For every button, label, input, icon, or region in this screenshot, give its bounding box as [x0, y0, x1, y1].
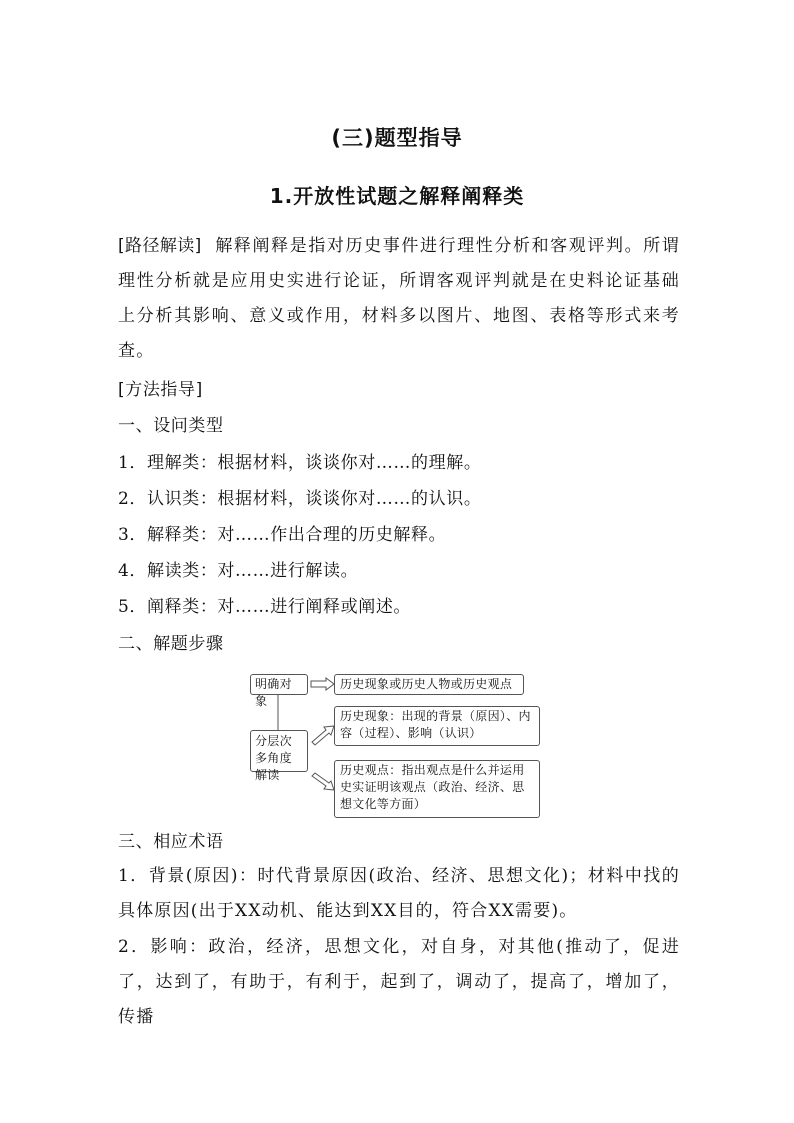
list-item: 3．解释类：对……作出合理的历史解释。	[118, 525, 447, 545]
section-question-types: 一、设问类型	[118, 416, 224, 436]
solving-steps-diagram	[248, 672, 548, 822]
box-clear-object: 明确对象	[250, 674, 308, 695]
list-item: 4．解读类：对……进行解读。	[118, 561, 359, 581]
box-target: 历史现象或历史人物或历史观点	[334, 674, 524, 695]
method-tag: [方法指导]	[118, 380, 203, 400]
list-item: 1．背景(原因)：时代背景原因(政治、经济、思想文化)；材料中找的具体原因(出于XX动机、能达到XX目的，符合XX需要)。	[118, 866, 681, 921]
box-historical-viewpoint: 历史观点：指出观点是什么并运用史实证明该观点（政治、经济、思想文化等方面）	[334, 760, 540, 818]
box-historical-phenomenon: 历史现象：出现的背景（原因）、内容（过程）、影响（认识）	[334, 706, 540, 746]
list-item: 2．影响：政治，经济，思想文化，对自身，对其他(推动了，促进了，达到了，有助于，有利于，起到了，调动了，提高了，增加了，传播	[118, 937, 681, 1027]
list-item: 5．阐释类：对……进行阐释或阐述。	[118, 597, 412, 617]
box-layered-reading: 分层次多角度解读	[250, 730, 308, 772]
main-title: (三)题型指导	[331, 126, 463, 150]
path-tag: [路径解读]	[118, 236, 202, 256]
sub-title: 1.开放性试题之解释阐释类	[269, 184, 525, 208]
arrow-down-right-icon	[312, 773, 334, 790]
section-solving-steps: 二、解题步骤	[118, 634, 224, 654]
arrow-up-right-icon	[312, 726, 334, 745]
arrow-right-icon	[311, 678, 334, 690]
section-terminology: 三、相应术语	[118, 832, 224, 852]
list-item: 1．理解类：根据材料，谈谈你对……的理解。	[118, 453, 482, 473]
intro-text: 解释阐释是指对历史事件进行理性分析和客观评判。所谓理性分析就是应用史实进行论证，所谓客观评判就是在史料论证基础上分析其影响、意义或作用，材料多以图片、地图、表格等形式来考查。	[118, 236, 681, 361]
list-item: 2．认识类：根据材料，谈谈你对……的认识。	[118, 489, 482, 509]
intro-paragraph	[118, 229, 680, 369]
